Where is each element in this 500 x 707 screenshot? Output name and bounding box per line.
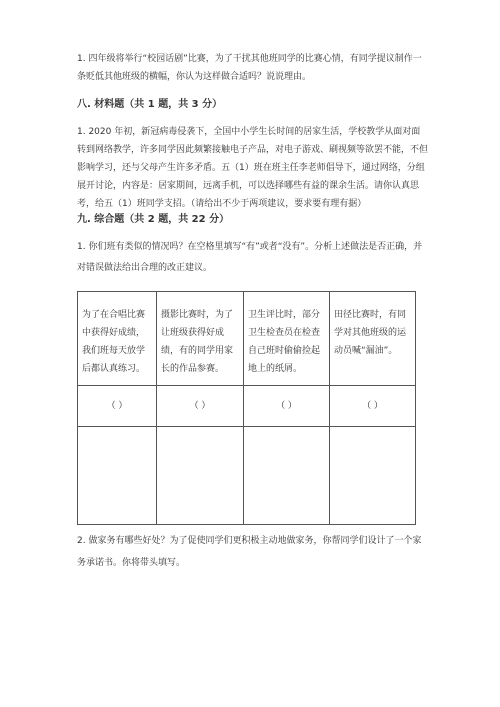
section-8-question-1: 1. 2020 年初，新冠病毒侵袭下，全国中小学生长时间的居家生活，学校教学从面对面转到网络教学，许多同学因此频繁接触电子产品，对电子游戏、刷视频等欲罢不能，不但影响学习，还与父母产生许多矛盾。五（1）班在班主任李老师倡导下，通过网络，分组展开讨论，内容是：居家期间，远离手机，可以选择哪些有益的课余生活。请你认真思考，给五（1）班同学支招。（请给出不少于两项建议，要求要有理有据） [77,127,429,209]
answer-blank-4[interactable]: （ ） [330,386,416,427]
analysis-cell-3[interactable] [244,427,330,525]
answer-blank-1[interactable]: （ ） [78,386,157,427]
situation-cell-1: 为了在合唱比赛中获得好成绩，我们班每天放学后都认真练习。 [78,292,157,386]
situation-table [77,291,416,525]
situation-cell-4: 田径比赛时，有同学对其他班级的运动员喊“漏油”。 [330,292,416,386]
section-9-question-1: 1. 你们班有类似的情况吗？在空格里填写“有”或者“没有”。分析上述做法是否正确，并对错误做法给出合理的改正建议。 [77,242,423,273]
section-8-heading: 八. 材料题（共 1 题，共 3 分） [77,99,223,110]
section-9-heading: 九. 综合题（共 2 题，共 22 分） [77,214,230,225]
answer-blank-2[interactable]: （ ） [157,386,244,427]
analysis-row [78,427,416,525]
situation-cell-2: 摄影比赛时，为了让班级获得好成绩，有的同学用家长的作品参赛。 [157,292,244,386]
answer-blank-3[interactable]: （ ） [244,386,330,427]
situation-cell-3: 卫生评比时，部分卫生检查员在检查自己班时偷偷捡起地上的纸屑。 [244,292,330,386]
answer-blank-row [78,386,416,427]
analysis-cell-2[interactable] [157,427,244,525]
section-9-question-2: 2. 做家务有哪些好处？为了促使同学们更积极主动地做家务，你帮同学们设计了一个家务承诺书。你将带头填写。 [77,536,422,568]
analysis-cell-1[interactable] [78,427,157,525]
analysis-cell-4[interactable] [330,427,416,525]
situation-row [78,292,416,386]
question-7-1: 1. 四年级将举行“校园话剧”比赛，为了干扰其他班同学的比赛心情，有同学提议制作一条贬低其他班级的横幅，你认为这样做合适吗？说说理由。 [77,54,422,82]
